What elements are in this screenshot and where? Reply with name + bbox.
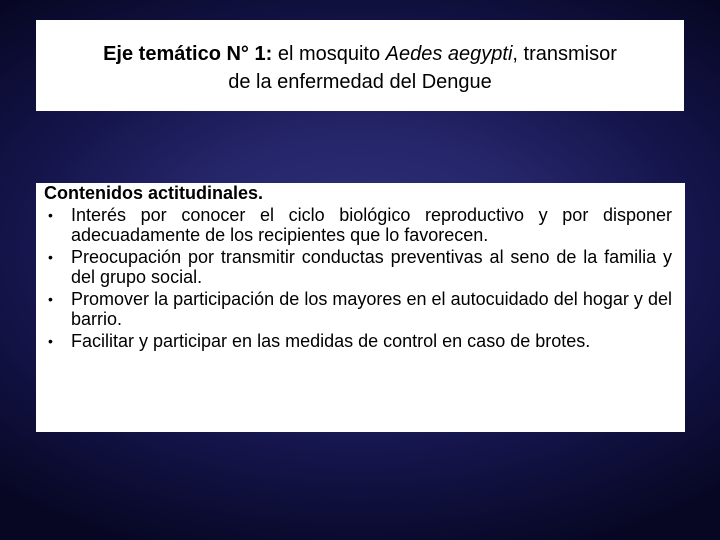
content-heading: Contenidos actitudinales. <box>44 183 264 203</box>
list-item <box>44 331 672 351</box>
list-item <box>44 205 672 245</box>
bullet-icon: • <box>48 207 53 223</box>
bullet-icon: • <box>48 249 53 265</box>
list-item <box>44 247 672 287</box>
title-prefix: Eje temático N° 1: <box>103 43 273 65</box>
list-item <box>44 289 672 329</box>
title-text-1: el mosquito <box>272 43 386 65</box>
title-box <box>36 20 684 111</box>
bullet-list <box>44 205 672 351</box>
bullet-icon: • <box>48 333 53 349</box>
title-line-2: de la enfermedad del Dengue <box>228 71 492 93</box>
bullet-icon: • <box>48 291 53 307</box>
title-text-2: , transmisor <box>512 43 617 65</box>
list-item-text: Interés por conocer el ciclo biológico reproductivo y por disponer adecuadamente de los recipientes que lo favorecen. <box>71 205 672 245</box>
list-item-text: Facilitar y participar en las medidas de control en caso de brotes. <box>71 331 591 351</box>
title-line-1 <box>36 40 684 68</box>
list-item-text: Preocupación por transmitir conductas preventivas al seno de la familia y del grupo social. <box>71 247 672 287</box>
title-species-name: Aedes aegypti <box>385 43 513 65</box>
list-item-text: Promover la participación de los mayores en el autocuidado del hogar y del barrio. <box>71 289 672 329</box>
content-box <box>36 183 685 432</box>
